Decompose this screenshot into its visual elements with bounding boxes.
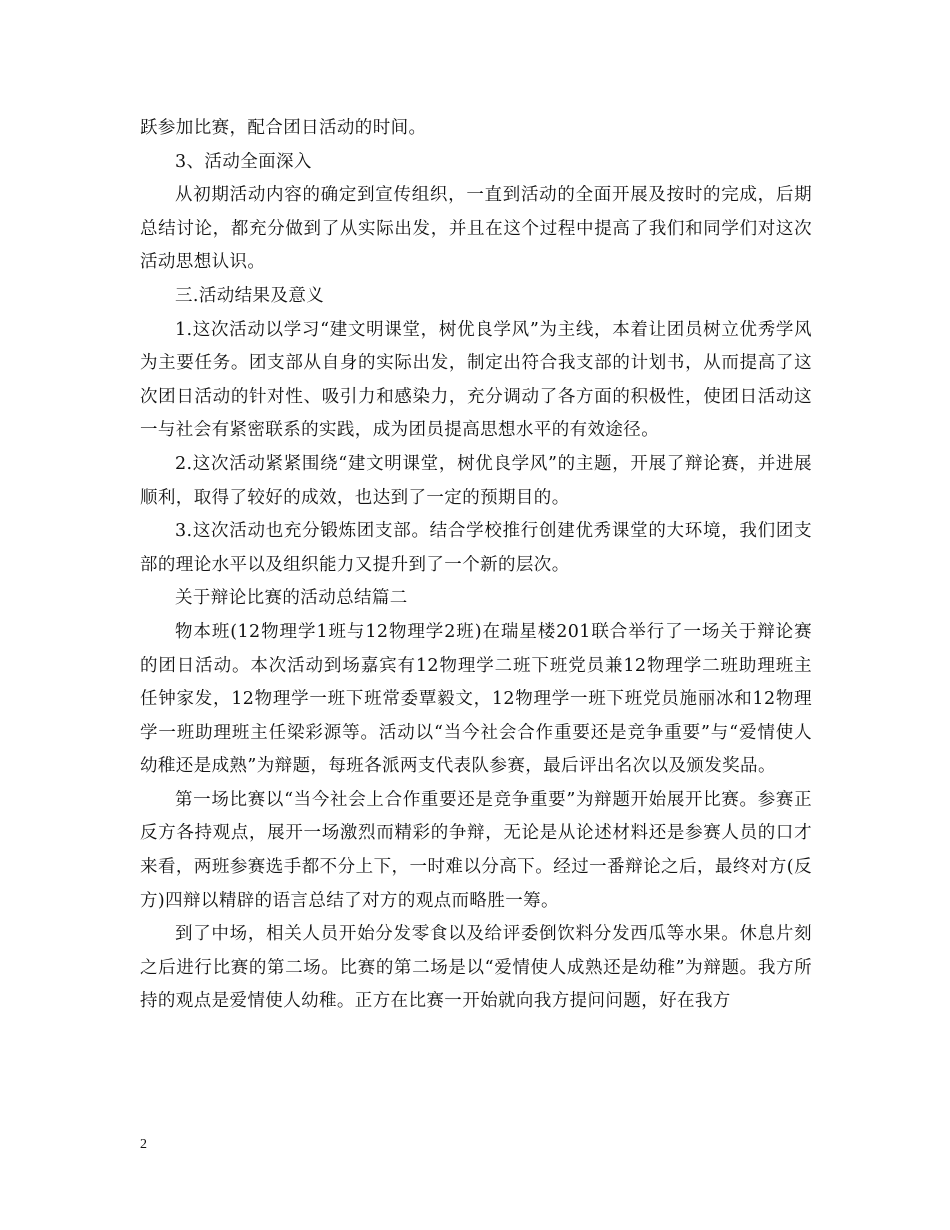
section-heading: 3、活动全面深入 bbox=[175, 151, 312, 172]
paragraph: 1.这次活动以学习“建文明课堂，树优良学风”为主线，本着让团员树立优秀学风为主要任务。团支部从自身的实际出发，制定出符合我支部的计划书，从而提高了这次团日活动的针对性、吸引力和感染力，充分调动了各方面的积极性，使团日活动这一与社会有紧密联系的实践，成为团员提高思想水平的有效途径。 bbox=[140, 319, 812, 441]
page-number: 2 bbox=[140, 1137, 147, 1152]
paragraph: 跃参加比赛，配合团日活动的时间。 bbox=[140, 118, 427, 138]
paragraph: 从初期活动内容的确定到宣传组织，一直到活动的全面开展及按时的完成，后期总结讨论，都充分做到了从实际出发，并且在这个过程中提高了我们和同学们对这次活动思想认识。 bbox=[140, 185, 812, 273]
paragraph: 2.这次活动紧紧围绕“建文明课堂，树优良学风”的主题，开展了辩论赛，并进展顺利，取得了较好的成效，也达到了一定的预期目的。 bbox=[140, 453, 812, 508]
document-body bbox=[140, 112, 812, 1019]
section-heading: 三.活动结果及意义 bbox=[175, 285, 325, 306]
paragraph: 物本班(12物理学1班与12物理学2班)在瑞星楼201联合举行了一场关于辩论赛的团日活动。本次活动到场嘉宾有12物理学二班下班党员兼12物理学二班助理班主任钟家发，12物理学一班下班常委覃毅文，12物理学一班下班党员施丽冰和12物理学一班助理班主任梁彩源等。活动以“当今社会合作重要还是竞争重要”与“爱情使人幼稚还是成熟”为辩题，每班各派两支代表队参赛，最后评出名次以及颁发奖品。 bbox=[140, 621, 812, 777]
paragraph: 3.这次活动也充分锻炼团支部。结合学校推行创建优秀课堂的大环境，我们团支部的理论水平以及组织能力又提升到了一个新的层次。 bbox=[140, 521, 812, 575]
paragraph: 第一场比赛以“当今社会上合作重要还是竞争重要”为辩题开始展开比赛。参赛正反方各持观点，展开一场激烈而精彩的争辩，无论是从论述材料还是参赛人员的口才来看，两班参赛选手都不分上下，一时难以分高下。经过一番辩论之后，最终对方(反方)四辩以精辟的语言总结了对方的观点而略胜一筹。 bbox=[140, 789, 812, 911]
paragraph: 到了中场，相关人员开始分发零食以及给评委倒饮料分发西瓜等水果。休息片刻之后进行比赛的第二场。比赛的第二场是以“爱情使人成熟还是幼稚”为辩题。我方所持的观点是爱情使人幼稚。正方在比赛一开始就向我方提问问题，好在我方 bbox=[140, 924, 812, 1012]
section-heading: 关于辩论比赛的活动总结篇二 bbox=[175, 588, 408, 609]
